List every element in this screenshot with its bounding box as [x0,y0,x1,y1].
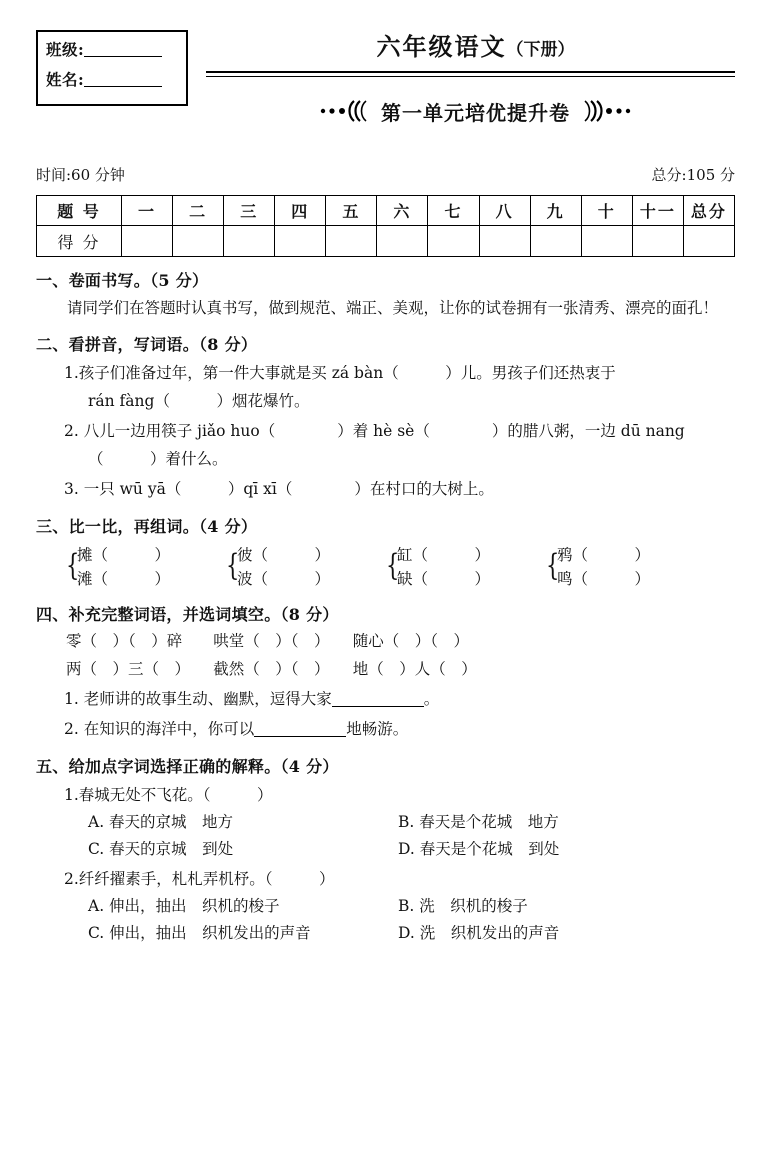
question-5-item-2-options-row-1 [36,893,735,920]
question-5-item-1-text: 1.春城无处不飞花。（ ） [64,786,273,804]
dotted-phrase-1 [64,782,273,809]
option-d[interactable]: D. 春天是个花城 到处 [398,840,560,858]
score-table-row-label-2: 得 分 [37,226,122,257]
question-5-item-1-options-row-1 [36,809,735,836]
brace-icon: { [546,548,560,583]
page-title [206,30,735,67]
question-3-groups [36,543,735,591]
question-2-heading: 二、看拼音，写词语。（8 分） [36,335,258,354]
question-5-item-1[interactable] [36,782,735,809]
score-table [36,195,735,257]
name-label: 姓名: [46,70,85,89]
question-4-sub-1-blank[interactable] [332,691,424,707]
option-a[interactable]: A. 伸出，抽出 织机的梭子 [88,897,280,915]
compare-word-bottom[interactable]: 缺（ ） [397,570,491,588]
score-cell-2[interactable] [173,226,224,257]
page-header [36,30,735,150]
compare-word-top[interactable]: 彼（ ） [237,546,331,564]
question-4-row-2[interactable]: 两（ ）三（ ） 截然（ ）（ ） 地（ ）人（ ） [66,660,477,678]
brace-icon: { [226,548,240,583]
score-cell-3[interactable] [224,226,275,257]
score-col-4: 四 [275,196,326,226]
score-cell-5[interactable] [326,226,377,257]
question-2-item-1b[interactable]: rán fàng（ ）烟花爆竹。 [88,392,310,410]
right-ornament-icon [575,100,631,122]
title-main: 六年级语文 [376,32,507,61]
compare-group-1[interactable] [66,543,226,591]
score-col-10: 十 [581,196,632,226]
exam-total-score: 总分:105 分 [651,166,735,184]
brace-icon: { [386,548,400,583]
option-a[interactable]: A. 春天的京城 地方 [88,813,234,831]
question-2-item-2[interactable]: 2. 八儿一边用筷子 jiǎo huo（ ）着 hè sè（ ）的腊八粥，一边 dū nang [64,422,685,440]
score-col-5: 五 [326,196,377,226]
question-2-item-1[interactable]: 1.孩子们准备过年，第一件大事就是买 zá bàn（ ）儿。男孩子们还热衷于 [64,364,616,382]
question-4-sub-2-text: 2. 在知识的海洋中，你可以 [64,720,255,738]
score-cell-6[interactable] [377,226,428,257]
question-4-sub-1-text: 1. 老师讲的故事生动、幽默，逗得大家 [64,690,332,708]
table-row-scores [37,226,735,257]
question-3-heading: 三、比一比，再组词。（4 分） [36,517,258,536]
question-5-heading: 五、给加点字词选择正确的解释。（4 分） [36,757,339,776]
score-cell-1[interactable] [122,226,173,257]
score-table-row-label: 题 号 [37,196,122,226]
brace-icon: { [66,548,80,583]
section-title: 第一单元培优提升卷 [381,101,570,125]
left-ornament-icon [320,100,376,122]
score-cell-9[interactable] [530,226,581,257]
question-4-sub-2-tail: 地畅游。 [346,720,409,738]
exam-meta-row [36,164,735,185]
compare-word-bottom[interactable]: 鸣（ ） [557,570,651,588]
score-col-1: 一 [122,196,173,226]
score-col-total: 总分 [683,196,734,226]
score-col-8: 八 [479,196,530,226]
score-cell-11[interactable] [632,226,683,257]
score-cell-8[interactable] [479,226,530,257]
question-1-text: 请同学们在答题时认真书写，做到规范、端正、美观，让你的试卷拥有一张清秀、漂亮的面孔！ [67,299,719,317]
score-col-7: 七 [428,196,479,226]
class-field[interactable] [46,40,186,60]
title-divider [206,71,735,77]
question-4-sub-2-blank[interactable] [254,721,346,737]
option-d[interactable]: D. 洗 织机发出的声音 [398,924,560,942]
compare-group-4[interactable] [546,543,706,591]
question-4-sub-1[interactable] [36,686,735,713]
exam-page [0,30,771,1152]
student-info-box [36,30,188,106]
option-c[interactable]: C. 伸出，抽出 织机发出的声音 [88,924,311,942]
compare-word-top[interactable]: 缸（ ） [397,546,491,564]
compare-group-3[interactable] [386,543,546,591]
compare-word-bottom[interactable]: 滩（ ） [77,570,171,588]
option-c[interactable]: C. 春天的京城 到处 [88,840,234,858]
class-blank[interactable] [84,42,162,57]
score-cell-7[interactable] [428,226,479,257]
option-b[interactable]: B. 春天是个花城 地方 [398,813,559,831]
score-cell-10[interactable] [581,226,632,257]
option-b[interactable]: B. 洗 织机的梭子 [398,897,528,915]
compare-group-2[interactable] [226,543,386,591]
question-4-heading: 四、补充完整词语，并选词填空。（8 分） [36,605,339,624]
section-title-row [206,97,735,126]
title-area [206,30,735,126]
score-cell-total[interactable] [683,226,734,257]
title-sub: （下册） [506,40,575,60]
question-4-row-1[interactable]: 零（ ）（ ）碎 哄堂（ ）（ ） 随心（ ）（ ） [66,632,470,650]
score-col-6: 六 [377,196,428,226]
question-5-item-2-text: 2.纤纤擢素手，札札弄机杼。（ ） [64,870,335,888]
table-row-headers [37,196,735,226]
question-5-item-1-options-row-2 [36,836,735,863]
score-col-11: 十一 [632,196,683,226]
exam-body [36,268,735,947]
question-4-sub-1-tail: 。 [423,690,440,708]
question-1-heading: 一、卷面书写。（5 分） [36,271,209,290]
compare-word-bottom[interactable]: 波（ ） [237,570,331,588]
score-col-3: 三 [224,196,275,226]
score-cell-4[interactable] [275,226,326,257]
name-blank[interactable] [84,72,162,87]
name-field[interactable] [46,70,186,90]
compare-word-top[interactable]: 鸦（ ） [557,546,651,564]
score-col-9: 九 [530,196,581,226]
question-2-item-2b[interactable]: （ ）着什么。 [88,450,228,468]
question-5-item-2-options-row-2 [36,920,735,947]
exam-duration: 时间:60 分钟 [36,166,125,184]
class-label: 班级: [46,40,85,59]
score-col-2: 二 [173,196,224,226]
question-2-item-3[interactable]: 3. 一只 wū yā（ ）qī xī（ ）在村口的大树上。 [64,480,494,498]
compare-word-top[interactable]: 摊（ ） [77,546,171,564]
question-5-item-2[interactable] [36,866,735,893]
question-4-sub-2[interactable] [36,716,735,743]
